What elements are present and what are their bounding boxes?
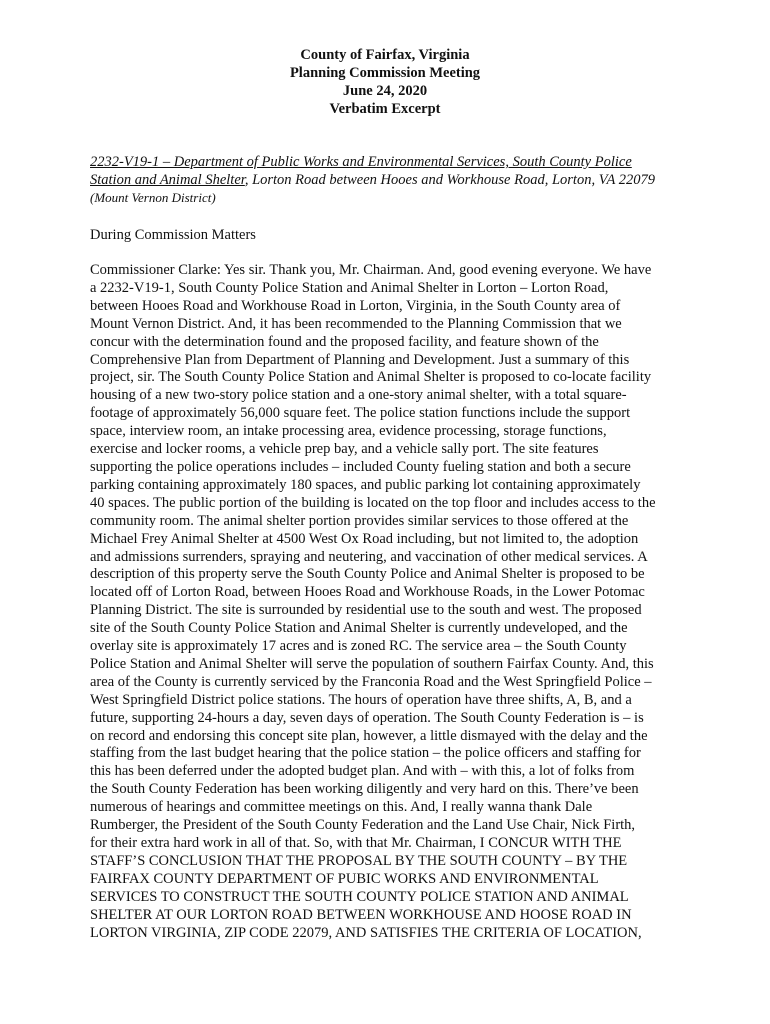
case-heading	[90, 153, 690, 207]
transcript-line: LORTON VIRGINIA, ZIP CODE 22079, AND SATISFIES THE CRITERIA OF LOCATION,	[90, 924, 642, 941]
header-county: County of Fairfax, Virginia	[300, 47, 470, 63]
transcript-line: supporting the police operations includes – included County fueling station and both a secure	[90, 458, 631, 475]
transcript-line: Police Station and Animal Shelter will serve the population of southern Fairfax County. And, this	[90, 655, 654, 672]
transcript-line: description of this property serve the South County Police and Animal Shelter is proposed to be	[90, 566, 645, 583]
transcript-line: staffing from the last budget hearing that the police station – the police officers and staffing for	[90, 745, 641, 762]
transcript-line: a 2232-V19-1, South County Police Station and Animal Shelter in Lorton – Lorton Road,	[90, 279, 609, 296]
transcript-line: exercise and locker rooms, a vehicle prep bay, and a vehicle sally port. The site features	[90, 441, 599, 458]
transcript-line: overlay site is approximately 17 acres and is zoned RC. The service area – the South County	[90, 638, 627, 655]
transcript-line: project, sir. The South County Police Station and Animal Shelter is proposed to co-locate facility	[90, 369, 652, 386]
transcript-line: numerous of hearings and committee meetings on this. And, I really wanna thank Dale	[90, 799, 593, 816]
case-district: (Mount Vernon District)	[90, 190, 216, 205]
transcript-line: parking containing approximately 180 spaces, and public parking lot containing approximately	[90, 476, 641, 493]
transcript-line: Planning District. The site is surrounded by residential use to the south and west. The proposed	[90, 602, 642, 619]
transcript-line: SERVICES TO CONSTRUCT THE SOUTH COUNTY POLICE STATION AND ANIMAL	[90, 888, 629, 905]
transcript-line: area of the County is currently serviced by the Franconia Road and the West Springfield Police –	[90, 673, 652, 690]
transcript-line: STAFF’S CONCLUSION THAT THE PROPOSAL BY THE SOUTH COUNTY – BY THE	[90, 852, 628, 869]
transcript-line: Commissioner Clarke: Yes sir. Thank you, Mr. Chairman. And, good evening everyone. We have	[90, 262, 652, 278]
transcript-line: for their extra hard work in all of that. So, with that Mr. Chairman, I CONCUR WITH THE	[90, 835, 622, 851]
case-title-continuation: Station and Animal Shelter	[90, 172, 245, 188]
transcript-line: the South County Federation has been working diligently and very hard on this. There’ve been	[90, 781, 639, 798]
transcript-line: SHELTER AT OUR LORTON ROAD BETWEEN WORKHOUSE AND HOOSE ROAD IN	[90, 906, 632, 923]
case-title-line-1: 2232-V19-1 – Department of Public Works and Environmental Services, South County Police	[90, 154, 632, 170]
case-location: , Lorton Road between Hooes and Workhouse Road, Lorton, VA 22079	[244, 172, 655, 188]
document-header	[0, 46, 770, 118]
transcript-line: located off of Lorton Road, between Hooes Road and Workhouse Roads, in the Lower Potomac	[90, 584, 645, 601]
case-title-line-2	[90, 171, 690, 189]
transcript-line: 40 spaces. The public portion of the building is located on the top floor and includes access to the	[90, 494, 656, 511]
transcript-body	[90, 262, 690, 942]
transcript-line: Rumberger, the President of the South County Federation and the Land Use Chair, Nick Firth,	[90, 817, 636, 834]
transcript-line: Michael Frey Animal Shelter at 4500 West Ox Road including, but not limited to, the adoption	[90, 530, 639, 547]
transcript-line: housing of a new two-story police station and a one-story animal shelter, with a total square-	[90, 387, 627, 404]
header-meeting: Planning Commission Meeting	[289, 65, 481, 81]
transcript-line: FAIRFAX COUNTY DEPARTMENT OF PUBIC WORKS AND ENVIRONMENTAL	[90, 870, 599, 887]
transcript-line: West Springfield District police stations. The hours of operation have three shifts, A, B, and a	[90, 691, 632, 708]
transcript-line: and admissions surrenders, spraying and neutering, and vaccination of other medical services. A	[90, 548, 648, 565]
transcript-line: space, interview room, an intake processing area, evidence processing, storage functions,	[90, 423, 607, 440]
transcript-line: community room. The animal shelter portion provides similar services to those offered at the	[90, 512, 629, 529]
section-heading: During Commission Matters	[90, 227, 256, 243]
transcript-line: future, supporting 24-hours a day, seven days of operation. The South County Federation is – is	[90, 709, 644, 726]
transcript-line: this has been deferred under the adopted budget plan. And with – with this, a lot of folks from	[90, 763, 635, 780]
transcript-line: between Hooes Road and Workhouse Road in Lorton, Virginia, in the South County area of	[90, 297, 621, 314]
transcript-line: on record and endorsing this concept site plan, however, a little dismayed with the delay and the	[90, 727, 648, 744]
header-excerpt-type: Verbatim Excerpt	[329, 101, 441, 117]
transcript-line: footage of approximately 56,000 square feet. The police station functions include the support	[90, 405, 631, 422]
transcript-line: site of the South County Police Station and Animal Shelter is currently undeveloped, and the	[90, 620, 628, 637]
transcript-line: Mount Vernon District. And, it has been recommended to the Planning Commission that we	[90, 315, 622, 332]
transcript-line: Comprehensive Plan from Department of Planning and Development. Just a summary of this	[90, 351, 630, 368]
header-date: June 24, 2020	[342, 83, 428, 99]
transcript-line: concur with the determination found and the proposed facility, and feature shown of the	[90, 333, 599, 350]
